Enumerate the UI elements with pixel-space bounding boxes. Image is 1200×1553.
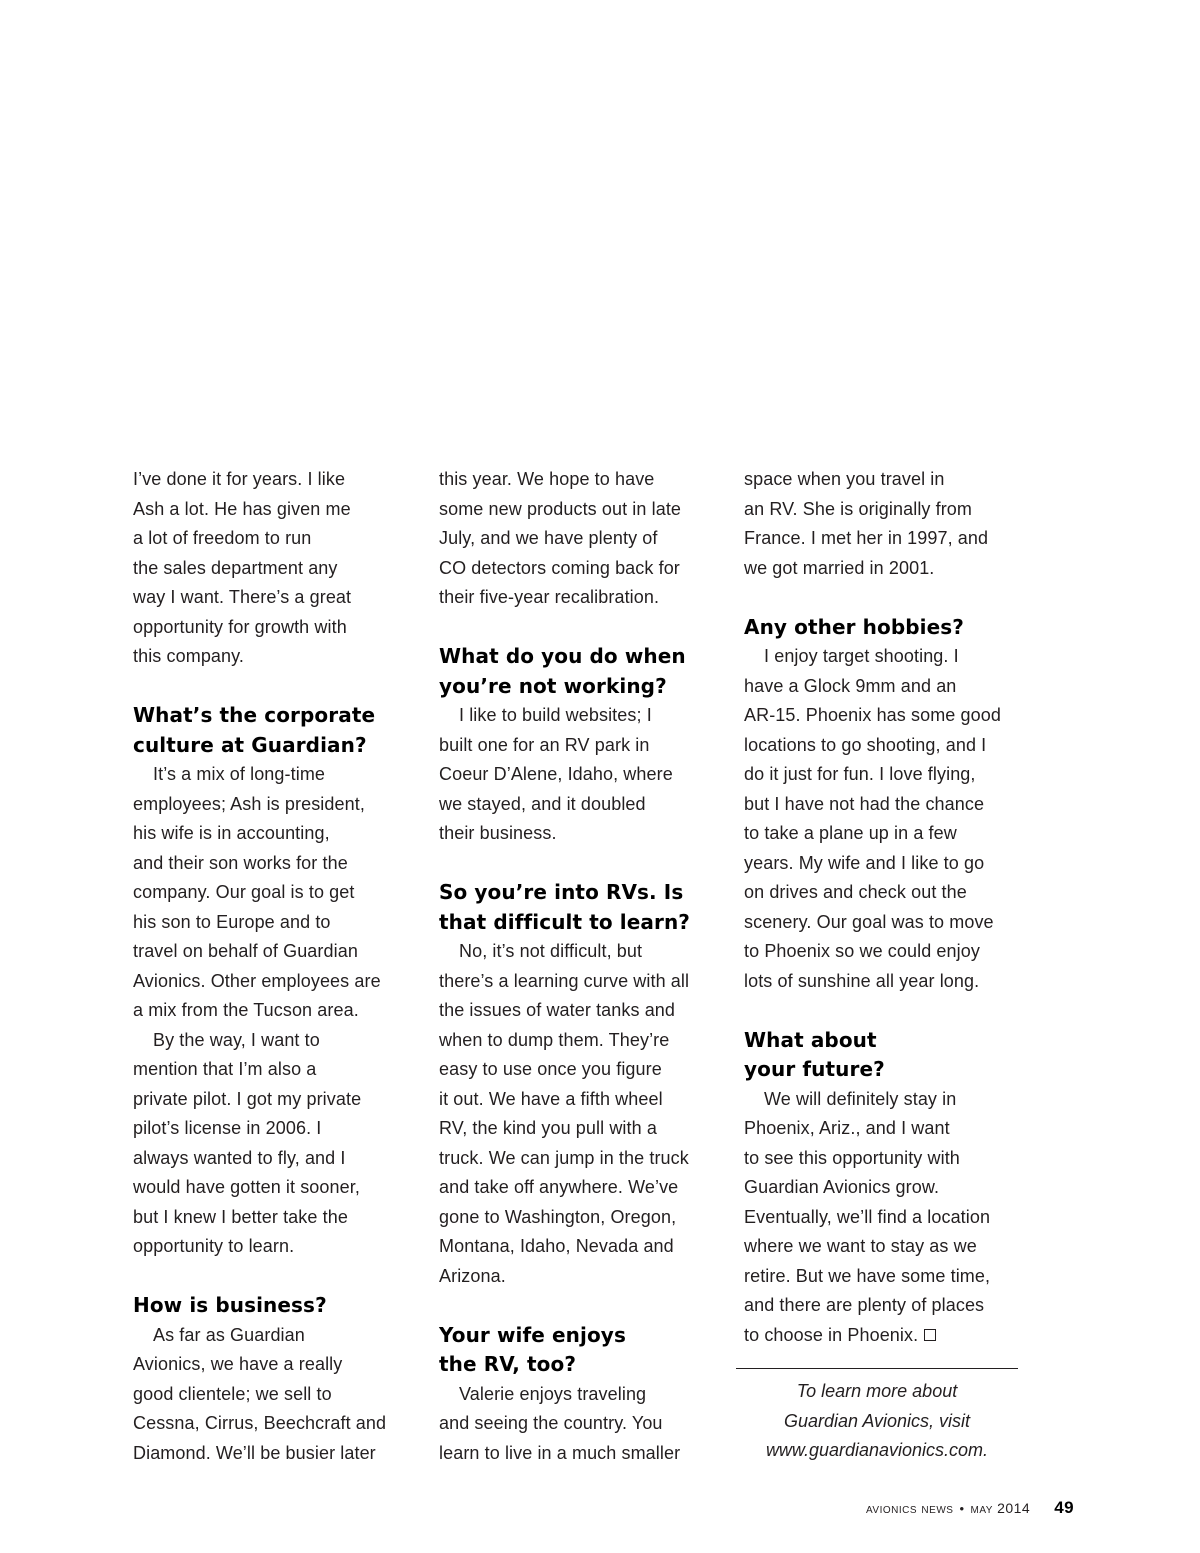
body-line: we got married in 2001. [744,557,935,578]
body-line: I enjoy target shooting. I [764,646,959,666]
body-line: to see this opportunity with [744,1147,960,1168]
body-line: Coeur D’Alene, Idaho, where [439,764,673,784]
body-line: AR-15. Phoenix has some good [744,705,1001,725]
section-heading: that difficult to learn? [439,909,691,934]
body-line: opportunity to learn. [133,1236,295,1256]
body-line: this company. [133,646,245,666]
sidebar-divider [736,1368,1018,1369]
body-line: opportunity for growth with [133,616,347,637]
issue-month: may [970,1500,993,1516]
body-line: we stayed, and it doubled [439,793,646,814]
body-line: there’s a learning curve with all [439,970,690,991]
more-info-note [736,1377,1018,1466]
body-line: employees; Ash is president, [133,793,365,814]
body-line: France. I met her in 1997, and [744,528,989,548]
body-line: Ash a lot. He has given me [133,498,351,519]
body-line: pilot’s license in 2006. I [133,1118,322,1138]
body-line: Eventually, we’ll find a location [744,1206,991,1227]
body-line: mention that I’m also a [133,1059,317,1079]
body-line: July, and we have plenty of [439,528,658,548]
body-line: and there are plenty of places [744,1295,985,1315]
body-line-final [744,1321,1022,1351]
body-line: to take a plane up in a few [744,823,957,843]
body-line: and take off anywhere. We’ve [439,1177,679,1197]
body-line: their business. [439,823,557,843]
body-line: truck. We can jump in the truck [439,1147,689,1168]
body-line: travel on behalf of Guardian [133,941,358,961]
body-line: do it just for fun. I love flying, [744,764,976,784]
section-heading: So you’re into RVs. Is [439,880,684,904]
end-of-article-box-icon [924,1329,936,1341]
note-line: To learn more about [796,1381,958,1401]
body-line: the sales department any [133,557,338,578]
body-line: where we want to stay as we [744,1236,977,1256]
body-line: private pilot. I got my private [133,1088,362,1109]
article-column-3 [744,465,1022,1350]
body-line: his wife is in accounting, [133,823,330,843]
body-line: Guardian Avionics grow. [744,1177,940,1197]
body-line: I like to build websites; I [459,705,652,725]
body-line: but I have not had the chance [744,793,985,814]
body-line: Valerie enjoys traveling [459,1383,647,1404]
publication-name: avionics news [866,1500,954,1516]
body-line: have a Glock 9mm and an [744,675,957,696]
body-line: Diamond. We’ll be busier later [133,1442,376,1463]
body-line: Avionics, we have a really [133,1354,343,1374]
body-line: lots of sunshine all year long. [744,970,980,991]
paragraph-gap [133,1262,403,1292]
body-line: but I knew I better take the [133,1206,348,1227]
body-line: gone to Washington, Oregon, [439,1206,677,1227]
body-line: It’s a mix of long-time [153,764,326,784]
body-line: Cessna, Cirrus, Beechcraft and [133,1413,387,1433]
paragraph-gap [439,849,714,879]
section-heading: Any other hobbies? [744,614,964,639]
body-line: learn to live in a much smaller [439,1442,681,1463]
section-heading: What about [744,1027,877,1052]
final-sentence: to choose in Phoenix. [744,1324,919,1345]
body-line: and seeing the country. You [439,1413,663,1433]
body-line: CO detectors coming back for [439,557,680,578]
paragraph-gap [439,613,714,643]
section-heading: What do you do when [439,644,686,668]
body-line: it out. We have a fifth wheel [439,1088,663,1109]
body-line: the issues of water tanks and [439,1000,676,1020]
paragraph-gap [744,996,1022,1026]
body-line: built one for an RV park in [439,734,650,755]
body-line: Montana, Idaho, Nevada and [439,1236,674,1256]
body-line: a mix from the Tucson area. [133,1000,359,1020]
section-heading: culture at Guardian? [133,732,367,757]
body-line: retire. But we have some time, [744,1265,991,1286]
body-line: locations to go shooting, and I [744,734,987,755]
body-line: RV, the kind you pull with a [439,1118,657,1138]
section-heading: the RV, too? [439,1352,577,1376]
page-number: 49 [1054,1498,1075,1517]
body-line: years. My wife and I like to go [744,852,985,873]
paragraph-gap [744,583,1022,613]
section-heading: you’re not working? [439,673,667,698]
body-line: company. Our goal is to get [133,882,355,902]
body-line: good clientele; we sell to [133,1383,332,1404]
body-line: to Phoenix so we could enjoy [744,941,980,961]
website-link[interactable]: www.guardianavionics.com. [765,1440,989,1460]
body-line: a lot of freedom to run [133,528,312,548]
body-line: an RV. She is originally from [744,498,973,519]
body-line: always wanted to fly, and I [133,1147,346,1168]
paragraph-gap [133,672,403,702]
article-column-2 [439,465,714,1468]
body-line: Phoenix, Ariz., and I want [744,1118,950,1138]
paragraph-gap [439,1291,714,1321]
body-line: Arizona. [439,1265,506,1286]
section-heading: Your wife enjoys [439,1322,626,1347]
body-line: would have gotten it sooner, [133,1177,360,1197]
body-line: and their son works for the [133,852,348,873]
body-line: easy to use once you figure [439,1059,662,1079]
footer-separator: • [959,1501,965,1516]
body-line: space when you travel in [744,469,945,489]
body-line: his son to Europe and to [133,911,331,932]
body-line: By the way, I want to [153,1029,320,1050]
body-line: I’ve done it for years. I like [133,469,346,489]
body-line: when to dump them. They’re [439,1029,670,1050]
section-heading: your future? [744,1057,885,1081]
body-line: As far as Guardian [153,1324,305,1345]
body-line: We will definitely stay in [764,1088,957,1109]
section-heading: What’s the corporate [133,703,376,727]
note-line: Guardian Avionics, visit [783,1410,971,1431]
body-line: their five-year recalibration. [439,587,660,607]
body-line: way I want. There’s a great [133,587,352,607]
body-line: Avionics. Other employees are [133,970,381,991]
body-line: scenery. Our goal was to move [744,911,994,932]
body-line: some new products out in late [439,498,682,519]
section-heading: How is business? [133,1293,327,1317]
body-line: this year. We hope to have [439,469,655,489]
issue-year: 2014 [997,1500,1031,1516]
article-column-1 [133,465,403,1468]
body-line: on drives and check out the [744,882,967,902]
body-line: No, it’s not difficult, but [459,941,643,961]
page-footer [866,1498,1074,1518]
